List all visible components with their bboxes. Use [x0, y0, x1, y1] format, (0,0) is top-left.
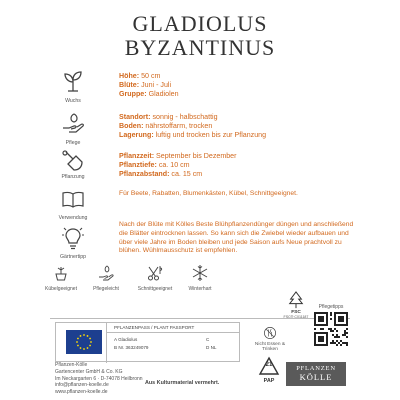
brand-logo: PFLANZEN KÖLLE — [286, 362, 346, 386]
planting-lines: Pflanzzeit: September bis Dezember Pflanztiefe: ca. 10 cm Pflanzabstand: ca. 15 cm — [119, 152, 237, 179]
usage-section — [0, 186, 400, 226]
qr-code[interactable] — [314, 312, 348, 346]
scissors-icon — [146, 264, 164, 282]
recycling-symbol: 21 PAP — [258, 356, 280, 386]
fsc-logo: FSC FSC® C011187 — [282, 290, 310, 319]
passport-a: A Gladiolus — [114, 337, 138, 342]
care-section — [0, 110, 400, 150]
passport-c: C — [206, 337, 210, 342]
passport-header: PFLANZENPASS / PLANT PASSPORT — [114, 325, 195, 330]
feature-cut-flower: Schnittgeeignet — [130, 264, 180, 292]
care-tips-label: Pflegetipps — [318, 304, 344, 310]
usage-label: Verwendung — [58, 215, 88, 221]
book-icon — [60, 186, 86, 212]
eu-flag-icon — [66, 330, 102, 354]
no-eating-icon — [263, 326, 277, 340]
growth-lines: Höhe: 50 cm Blüte: Juni - Juli Gruppe: Gladiolen — [119, 72, 179, 99]
care-lines: Standort: sonnig - halbschattig Boden: nährstoffarm, trocken Lagerung: luftig und trocken bis zur Pflanzung — [119, 113, 267, 140]
product-title-line1: GLADIOLUS — [132, 11, 268, 36]
lightbulb-icon — [60, 225, 86, 251]
planting-section — [0, 148, 400, 188]
feature-easy-care: Pflegeleicht — [81, 264, 131, 292]
company-address: Pflanzen-Kölle Gartencenter GmbH & Co. KG Im Neckargarten 6 · D-74078 Heilbronn info@pflanzen-koelle.de www.pflanzen-koelle.de — [55, 362, 143, 396]
care-label: Pflege — [65, 140, 81, 146]
tub-icon — [52, 264, 70, 282]
not-edible-notice: Nicht Essen & Trinken — [250, 326, 290, 352]
tip-label: Gärtnertipp — [60, 254, 86, 260]
growth-section — [0, 68, 400, 108]
feature-tub: Kübelgeeignet — [36, 264, 86, 292]
packaging-note: Aus Kulturmaterial vermehrt. — [145, 380, 220, 386]
shovel-icon — [60, 148, 86, 174]
tip-text: Nach der Blüte mit Kölles Beste Blühpflanzendünger düngen und anschließend die Blätter eintrocknen lassen. So kann sich die Zwiebel wieder aufbauen und über viele Jahre im Boden bleiben und jede Saison aufs Neue prachtvoll zu blühen. Wühlmausschutz ist empfehlen. — [119, 221, 354, 255]
fsc-tree-icon — [287, 290, 305, 310]
feature-hardy: Winterhart — [175, 264, 225, 292]
watering-hand-icon — [60, 110, 86, 136]
usage-text: Für Beete, Rabatten, Blumenkästen, Kübel, Schnittgeeignet. — [119, 190, 298, 197]
tip-section — [0, 221, 400, 265]
growth-icon — [60, 68, 86, 94]
product-title-line2: BYZANTINUS — [124, 35, 276, 60]
planting-label: Pflanzung — [61, 174, 85, 180]
passport-d: D NL — [206, 345, 217, 350]
growth-label: Wuchs — [65, 98, 81, 104]
easy-care-icon — [97, 264, 115, 282]
snowflake-icon — [191, 264, 209, 282]
plant-passport — [55, 322, 240, 362]
passport-b: B Nr. 363249079 — [114, 345, 149, 350]
